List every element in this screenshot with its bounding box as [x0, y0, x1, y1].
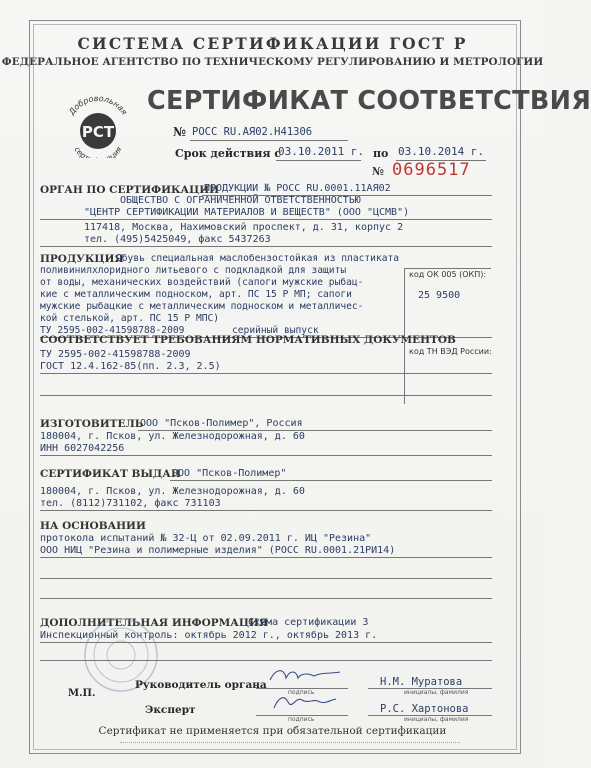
agency-title: ФЕДЕРАЛЬНОЕ АГЕНТСТВО ПО ТЕХНИЧЕСКОМУ РЕГУЛИРОВАНИЮ И МЕТРОЛОГИИ [1, 56, 544, 68]
product-line-5: кой стелькой, арт. ПС 15 Р МПС) [40, 313, 220, 324]
certificate-title: СЕРТИФИКАТ СООТВЕТСТВИЯ [147, 86, 591, 116]
tnved-label: код ТН ВЭД России: [409, 347, 492, 356]
basis-line-1: протокола испытаний № 32-Ц от 02.09.2011 г. ИЦ "Резина" [40, 533, 372, 544]
product-line-3: кие с металлическим подноском, арт. ПС 15 Р МП; сапоги [40, 289, 352, 300]
okp-label: код ОК 005 (ОКП): [409, 270, 487, 279]
organ-line-2: ОБЩЕСТВО С ОГРАНИЧЕННОЙ ОТВЕТСТВЕННОСТЬЮ [120, 195, 361, 206]
system-title: СИСТЕМА СЕРТИФИКАЦИИ ГОСТ Р [77, 34, 468, 53]
basis-label: НА ОСНОВАНИИ [40, 520, 146, 532]
expert-name: Р.С. Хартонова [380, 703, 469, 715]
requirement-1: ТУ 2595-002-41598788-2009 [40, 349, 191, 360]
inspection-control: Инспекционный контроль: октябрь 2012 г., октябрь 2013 г. [40, 630, 378, 641]
product-label: ПРОДУКЦИЯ [40, 253, 124, 265]
printer-imprint-line [120, 742, 460, 743]
product-tu: ТУ 2595-002-41598788-2009 [40, 325, 185, 336]
number-label: № [173, 125, 187, 139]
head-name: Н.М. Муратова [380, 676, 463, 688]
manufacturer-name: ООО "Псков-Полимер", Россия [140, 418, 303, 429]
head-signature-caption: подпись [288, 689, 315, 696]
certificate-number: РОСС RU.АЯ02.Н41306 [192, 126, 313, 138]
head-label: Руководитель органа [135, 679, 267, 691]
expert-name-caption: инициалы, фамилия [404, 716, 469, 723]
footer-note: Сертификат не применяется при обязательной сертификации [98, 725, 447, 737]
product-line-0: Обувь специальная маслобензостойкая из пластиката [116, 253, 400, 264]
validity-from: 03.10.2011 г. [278, 145, 365, 158]
okp-value: 25 9500 [418, 290, 461, 301]
logo-text-bottom: серт ция [72, 145, 124, 158]
issued-phone: тел. (8112)731102, факс 731103 [40, 498, 221, 509]
validity-to-label: по [373, 147, 389, 160]
manufacturer-address: 180004, г. Псков, ул. Железнодорожная, д. 60 [40, 431, 305, 442]
certification-scheme: Схема сертификации 3 [248, 617, 369, 628]
expert-label: Эксперт [145, 704, 196, 716]
issued-address: 180004, г. Псков, ул. Железнодорожная, д. 60 [40, 486, 305, 497]
head-name-caption: инициалы, фамилия [404, 689, 469, 696]
issued-label: СЕРТИФИКАТ ВЫДАН [40, 468, 181, 480]
validity-from-label: Срок действия с [175, 147, 282, 160]
issued-name: ООО "Псков-Полимер" [172, 468, 287, 479]
logo-mark: РСТ [81, 123, 115, 141]
expert-signature [270, 690, 340, 718]
organ-line-4: 117418, Москва, Нахимовский проспект, д. 31, корпус 2 [84, 222, 404, 233]
manufacturer-label: ИЗГОТОВИТЕЛЬ [40, 418, 144, 430]
basis-line-2: ООО НИЦ "Резина и полимерные изделия" (РОСС RU.0001.21РИ14) [40, 545, 396, 556]
gost-r-logo [57, 92, 139, 158]
expert-signature-caption: подпись [288, 716, 315, 723]
product-batch: серийный выпуск [232, 325, 319, 336]
organ-line-5: тел. (495)5425049, факс 5437263 [84, 234, 271, 245]
requirement-2: ГОСТ 12.4.162-85(пп. 2.3, 2.5) [40, 361, 221, 372]
product-line-4: мужские рыбацкие с металлическим подноском и металличес- [40, 301, 364, 312]
organ-label: ОРГАН ПО СЕРТИФИКАЦИИ [40, 184, 220, 196]
additional-label: ДОПОЛНИТЕЛЬНАЯ ИНФОРМАЦИЯ [40, 617, 269, 629]
manufacturer-inn: ИНН 6027042256 [40, 443, 125, 454]
validity-to: 03.10.2014 г. [398, 145, 485, 158]
requirements-label: СООТВЕТСТВУЕТ ТРЕБОВАНИЯМ НОРМАТИВНЫХ ДОКУМЕНТОВ [40, 334, 456, 346]
product-line-2: от воды, механических воздействий (сапоги мужские рыбац- [40, 277, 364, 288]
serial-number: 0696517 [392, 160, 471, 180]
mp-label: М.П. [68, 688, 96, 699]
organ-line-1: ПРОДУКЦИИ № РОСС RU.0001.11АЯ02 [204, 183, 391, 194]
logo-text-top: Добровольная [67, 93, 129, 117]
serial-label: № [372, 165, 384, 178]
product-line-1: поливинилхлоридного литьевого с подкладкой для защиты [40, 265, 347, 276]
organ-line-3: "ЦЕНТР СЕРТИФИКАЦИИ МАТЕРИАЛОВ И ВЕЩЕСТВ" (ООО "ЦСМВ") [84, 207, 410, 218]
